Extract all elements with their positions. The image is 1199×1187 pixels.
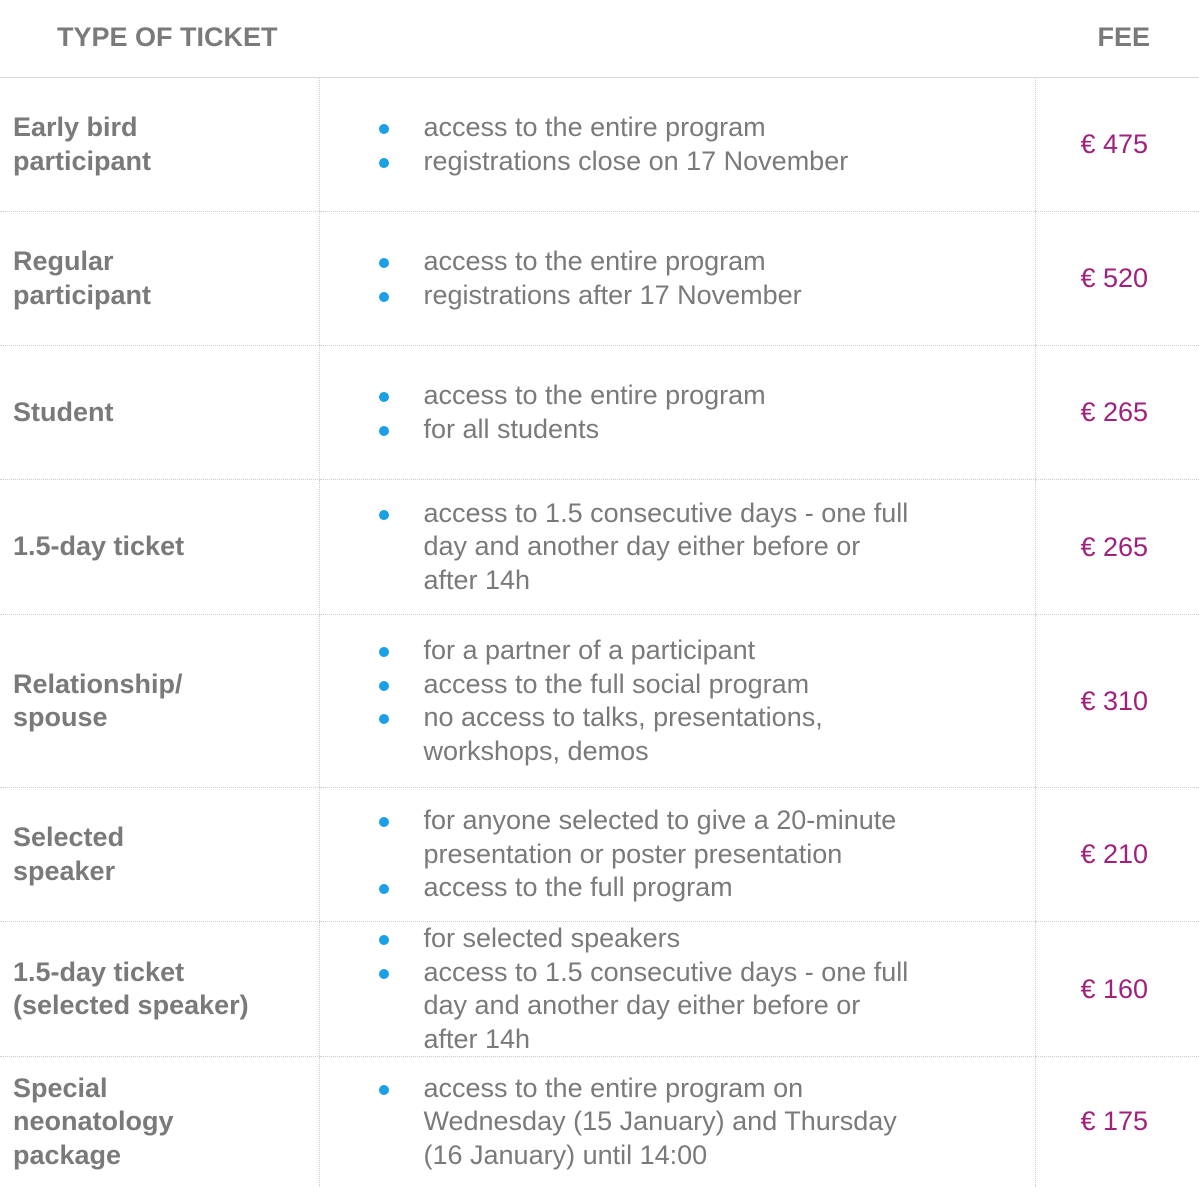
ticket-name-label: 1.5-day ticket (selected speaker)	[13, 956, 249, 1020]
ticket-name	[0, 1057, 319, 1187]
bullet-icon	[379, 1085, 389, 1095]
ticket-fee: € 310	[1035, 615, 1199, 788]
list-item-text: access to the entire program	[423, 246, 766, 276]
ticket-fee: € 175	[1035, 1057, 1199, 1187]
ticket-row	[0, 212, 1199, 346]
ticket-fee: € 520	[1035, 212, 1199, 346]
ticket-description	[319, 1057, 1035, 1187]
bullet-icon	[379, 426, 389, 436]
ticket-name	[0, 788, 319, 922]
ticket-description	[319, 480, 1035, 615]
ticket-name-label: 1.5-day ticket	[13, 531, 185, 562]
list-item-text: for anyone selected to give a 20-minute presentation or poster presentation	[423, 805, 897, 869]
list-item-text: access to the entire program	[423, 112, 766, 142]
ticket-name-label: Regular participant	[13, 246, 152, 310]
list-item-text: for a partner of a participant	[423, 635, 756, 665]
ticket-name	[0, 346, 319, 480]
ticket-description	[319, 346, 1035, 480]
list-item	[320, 922, 920, 956]
ticket-row	[0, 1057, 1199, 1187]
ticket-row	[0, 788, 1199, 922]
bullet-icon	[379, 969, 389, 979]
ticket-fee: € 265	[1035, 480, 1199, 615]
ticket-rows	[0, 78, 1199, 1187]
bullet-icon	[379, 510, 389, 520]
ticket-row	[0, 615, 1199, 788]
ticket-name	[0, 480, 319, 615]
ticket-feature-list	[320, 379, 940, 446]
ticket-feature-list	[320, 111, 940, 178]
list-item	[320, 701, 920, 768]
ticket-name-label: Selected speaker	[13, 822, 125, 886]
bullet-icon	[379, 817, 389, 827]
list-item-text: access to the entire program on Wednesday (15 January) and Thursday (16 January) until 14:00	[423, 1072, 897, 1170]
list-item	[320, 497, 920, 598]
ticket-feature-list	[320, 245, 940, 312]
bullet-icon	[379, 392, 389, 402]
list-item-text: for all students	[423, 413, 600, 444]
list-item	[320, 379, 920, 413]
bullet-icon	[379, 714, 389, 724]
list-item-text: access to 1.5 consecutive days - one full day and another day either before or after 14h	[423, 956, 909, 1054]
ticket-name	[0, 922, 319, 1057]
ticket-row	[0, 346, 1199, 480]
ticket-fee: € 475	[1035, 78, 1199, 212]
ticket-feature-list	[320, 497, 940, 598]
bullet-icon	[379, 647, 389, 657]
ticket-fee: € 160	[1035, 922, 1199, 1057]
ticket-fee: € 265	[1035, 346, 1199, 480]
column-header-type: TYPE OF TICKET	[0, 0, 1035, 78]
ticket-description	[319, 615, 1035, 788]
list-item	[320, 1072, 920, 1173]
list-item-text: access to the full program	[423, 872, 733, 903]
ticket-description	[319, 922, 1035, 1057]
ticket-row	[0, 78, 1199, 212]
list-item-text: access to 1.5 consecutive days - one full day and another day either before or after 14h	[423, 497, 909, 595]
ticket-name	[0, 78, 319, 212]
ticket-name-label: Special neonatology package	[13, 1072, 174, 1170]
list-item-text: access to the entire program	[423, 380, 766, 410]
list-item	[320, 634, 920, 668]
list-item	[320, 804, 920, 871]
list-item-text: access to the full social program	[423, 668, 810, 699]
list-item	[320, 413, 920, 447]
list-item-text: for selected speakers	[423, 923, 681, 953]
ticket-feature-list	[320, 1072, 940, 1173]
bullet-icon	[379, 258, 389, 268]
bullet-icon	[379, 681, 389, 691]
bullet-icon	[379, 158, 389, 168]
ticket-fee: € 210	[1035, 788, 1199, 922]
ticket-name	[0, 212, 319, 346]
ticket-feature-list	[320, 804, 940, 905]
ticket-name	[0, 615, 319, 788]
list-item	[320, 245, 920, 279]
list-item-text: registrations close on 17 November	[423, 145, 849, 176]
ticket-row	[0, 922, 1199, 1057]
column-header-fee: FEE	[1035, 0, 1199, 78]
list-item	[320, 279, 920, 313]
table-header-row	[0, 0, 1199, 78]
bullet-icon	[379, 884, 389, 894]
list-item-text: registrations after 17 November	[423, 279, 802, 310]
ticket-name-label: Relationship/ spouse	[13, 668, 183, 732]
ticket-description	[319, 788, 1035, 922]
ticket-row	[0, 480, 1199, 615]
ticket-description	[319, 78, 1035, 212]
bullet-icon	[379, 292, 389, 302]
ticket-description	[319, 212, 1035, 346]
list-item-text: no access to talks, presentations, workshops, demos	[423, 702, 823, 766]
bullet-icon	[379, 124, 389, 134]
bullet-icon	[379, 935, 389, 945]
ticket-feature-list	[320, 922, 940, 1056]
ticket-name-label: Student	[13, 396, 114, 427]
list-item	[320, 871, 920, 905]
list-item	[320, 668, 920, 702]
ticket-name-label: Early bird participant	[13, 112, 152, 176]
list-item	[320, 956, 920, 1057]
list-item	[320, 145, 920, 179]
list-item	[320, 111, 920, 145]
ticket-feature-list	[320, 634, 940, 768]
